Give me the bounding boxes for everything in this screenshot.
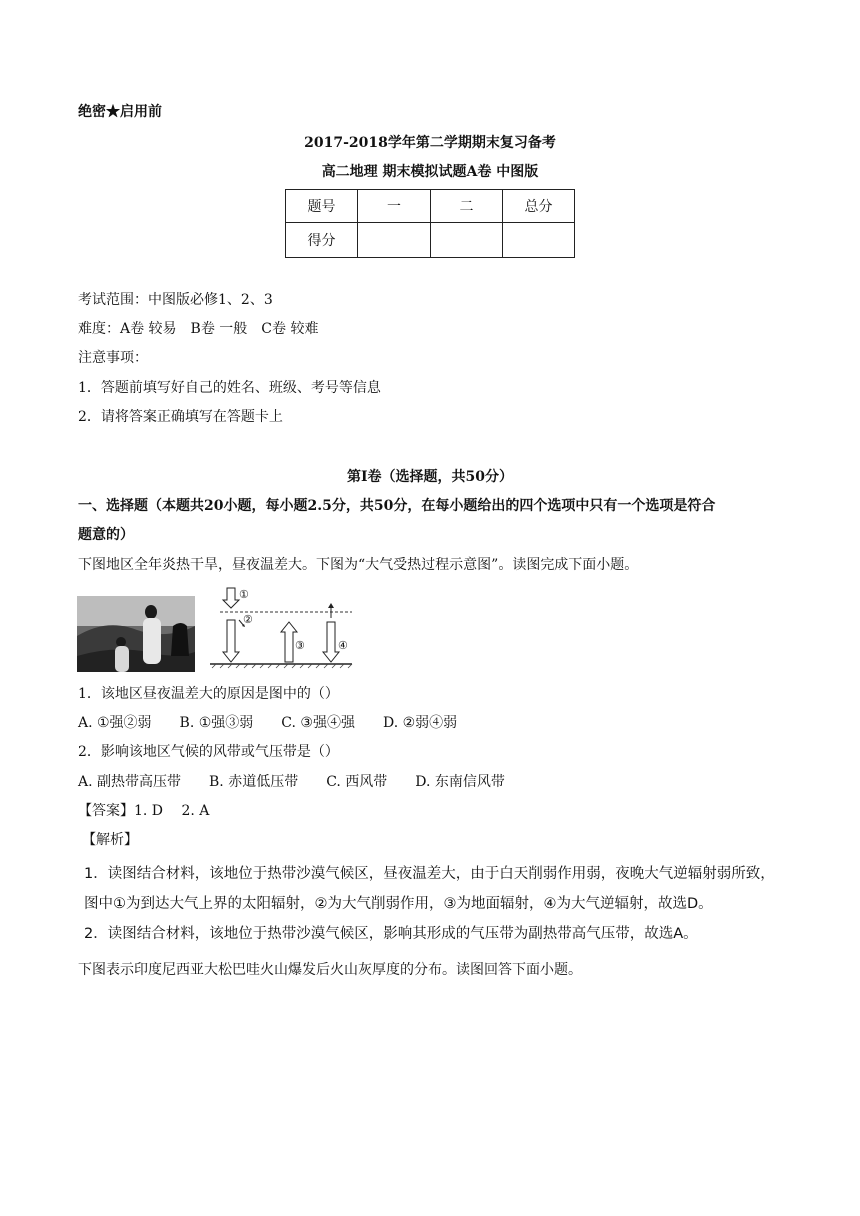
notice-item: 2．请将答案正确填写在答题卡上	[78, 409, 283, 425]
desert-photo	[77, 596, 195, 672]
score-cell	[431, 223, 503, 258]
answer-line: 【答案】1. D 2. A	[78, 803, 210, 819]
question-intro: 下图地区全年炎热干旱，昼夜温差大。下图为“大气受热过程示意图”。读图完成下面小题。	[78, 557, 639, 573]
exam-scope: 考试范围：中图版必修1、2、3	[78, 292, 273, 308]
analysis-paragraph-2: 2．读图结合材料，该地位于热带沙漠气候区，影响其形成的气压带为副热带高气压带，故选A。	[84, 926, 698, 942]
score-header-cell: 二	[431, 190, 503, 223]
question-intro-2: 下图表示印度尼西亚大松巴哇火山爆发后火山灰厚度的分布。读图回答下面小题。	[78, 962, 582, 978]
question-2-stem: 2．影响该地区气候的风带或气压带是（）	[78, 744, 339, 760]
analysis-paragraph-1: 1．读图结合材料，该地位于热带沙漠气候区，昼夜温差大，由于白天削弱作用弱，夜晚大气逆辐射弱所致，	[84, 866, 775, 882]
score-cell	[503, 223, 575, 258]
section-title: 第I卷（选择题，共50分）	[346, 469, 514, 485]
analysis-paragraph-1-cont: 图中①为到达大气上界的太阳辐射，②为大气削弱作用，③为地面辐射，④为大气逆辐射，故选D。	[84, 896, 713, 912]
score-header-cell: 一	[358, 190, 431, 223]
notice-item: 1．答题前填写好自己的姓名、班级、考号等信息	[78, 380, 381, 396]
analysis-title: 【解析】	[82, 832, 138, 848]
exam-subtitle: 高二地理 期末模拟试题A卷 中图版	[321, 164, 539, 180]
atmosphere-heating-diagram	[206, 586, 356, 676]
score-row-label: 得分	[286, 223, 358, 258]
exam-difficulty: 难度：A卷 较易 B卷 一般 C卷 较难	[78, 321, 319, 337]
part-heading: 一、选择题（本题共20小题，每小题2.5分，共50分，在每小题给出的四个选项中只有一个选项是符合	[78, 498, 716, 514]
exam-title: 2017-2018学年第二学期期末复习备考	[304, 135, 556, 151]
question-1-stem: 1．该地区昼夜温差大的原因是图中的（）	[78, 686, 339, 702]
diagram-label-3: ③	[295, 639, 305, 652]
score-header-cell: 总分	[503, 190, 575, 223]
part-heading-cont: 题意的）	[78, 527, 134, 543]
notice-title: 注意事项：	[78, 350, 148, 366]
diagram-label-1: ①	[239, 588, 249, 601]
diagram-label-4: ④	[338, 639, 348, 652]
score-table	[285, 189, 575, 258]
secret-mark: 绝密★启用前	[78, 104, 162, 120]
question-2-options: A. 副热带高压带 B. 赤道低压带 C. 西风带 D. 东南信风带	[78, 774, 505, 790]
score-cell	[358, 223, 431, 258]
score-header-cell: 题号	[286, 190, 358, 223]
diagram-label-2: ②	[243, 613, 253, 626]
question-1-options: A. ①强②弱 B. ①强③弱 C. ③强④强 D. ②弱④弱	[78, 715, 458, 731]
